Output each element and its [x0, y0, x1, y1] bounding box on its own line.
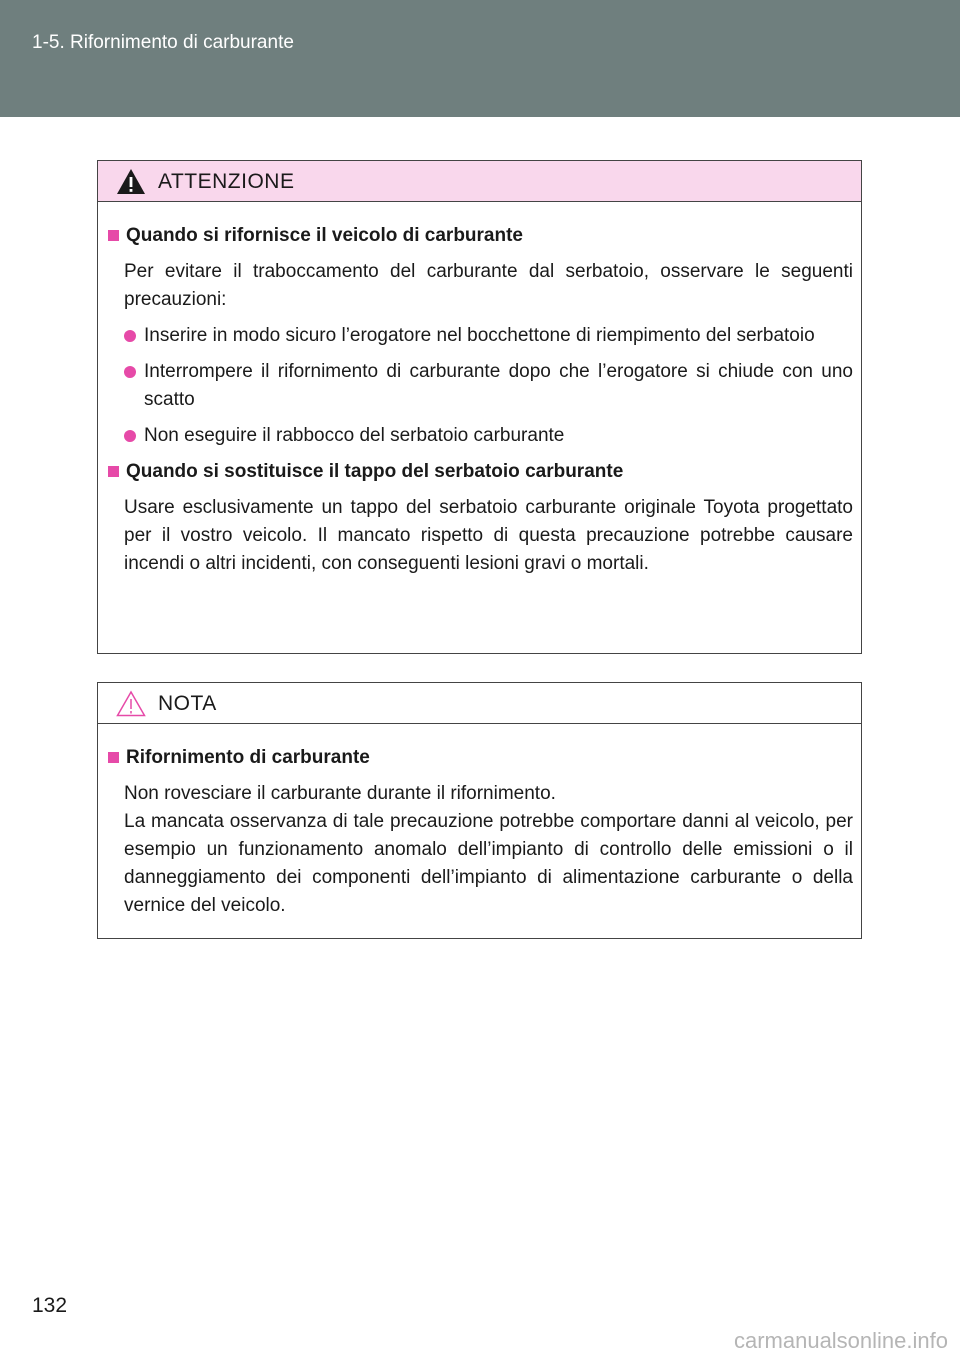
note-header — [98, 683, 861, 724]
section-heading — [106, 744, 853, 772]
square-bullet-icon — [108, 752, 119, 763]
page-number: 132 — [32, 1294, 68, 1317]
watermark: carmanualsonline.info — [733, 1328, 948, 1353]
list-item — [106, 422, 853, 450]
section-title: Quando si sostituisce il tappo del serbatoio carburante — [126, 461, 624, 482]
paragraph: Per evitare il traboccamento del carburante dal serbatoio, osservare le seguenti precauzioni: — [124, 261, 853, 310]
paragraph: La mancata osservanza di tale precauzione potrebbe comportare danni al veicolo, per esempio un funzionamento anomalo dell’impianto di controllo delle emissioni o il danneggiamento dei componenti dell’impianto di alimentazione carburante o della vernice del veicolo. — [124, 811, 853, 916]
paragraph: Usare esclusivamente un tappo del serbatoio carburante originale Toyota progettato per il vostro veicolo. Il mancato rispetto di questa precauzione potrebbe causare incendi o altri incidenti, con conseguenti lesioni gravi o mortali. — [124, 497, 853, 574]
warning-label: ATTENZIONE — [158, 170, 295, 193]
chapter-title: 1-5. Rifornimento di carburante — [32, 32, 294, 53]
list-item — [106, 322, 853, 350]
page-header — [0, 0, 960, 117]
note-label: NOTA — [158, 692, 217, 715]
warning-body — [98, 202, 861, 578]
warning-box — [97, 160, 862, 654]
round-bullet-icon — [124, 430, 136, 442]
square-bullet-icon — [108, 230, 119, 241]
note-box — [97, 682, 862, 939]
round-bullet-icon — [124, 366, 136, 378]
list-item-text: Non eseguire il rabbocco del serbatoio carburante — [144, 425, 565, 446]
note-body — [98, 724, 861, 920]
list-item-text: Interrompere il rifornimento di carburante dopo che l’erogatore si chiude con uno scatto — [144, 361, 853, 410]
round-bullet-icon — [124, 330, 136, 342]
warning-header — [98, 161, 861, 202]
section-title: Quando si rifornisce il veicolo di carburante — [126, 225, 523, 246]
list-item-text: Inserire in modo sicuro l’erogatore nel bocchettone di riempimento del serbatoio — [144, 325, 815, 346]
list-item — [106, 358, 853, 414]
warning-triangle-icon — [116, 168, 146, 195]
section-heading — [106, 222, 853, 250]
section-title: Rifornimento di carburante — [126, 747, 370, 768]
square-bullet-icon — [108, 466, 119, 477]
section-heading — [106, 458, 853, 486]
caution-triangle-outline-icon — [116, 690, 146, 717]
paragraph: Non rovesciare il carburante durante il rifornimento. — [124, 783, 556, 804]
